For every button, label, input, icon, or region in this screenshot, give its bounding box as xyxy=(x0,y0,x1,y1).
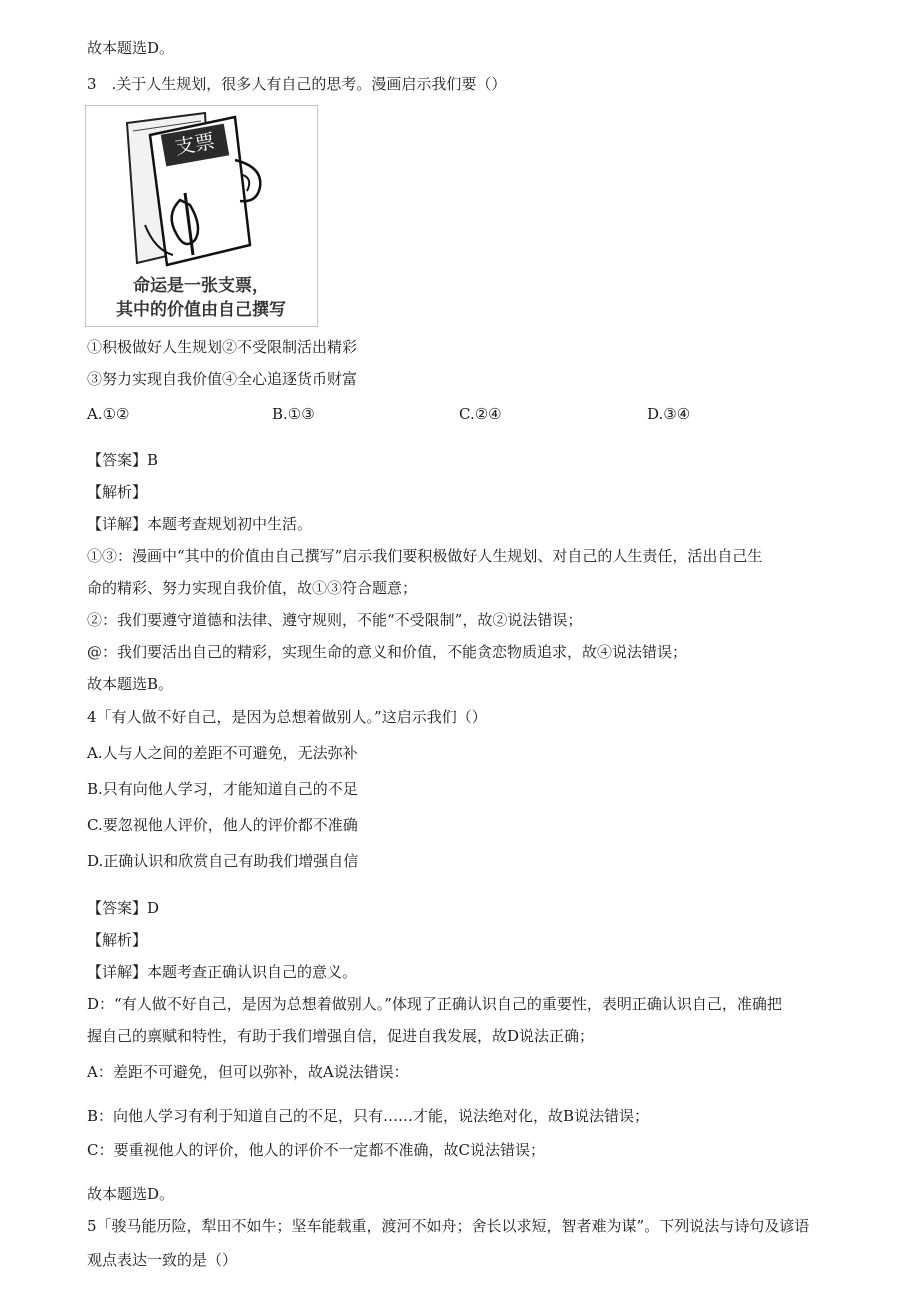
explanation-3-line: 命的精彩、努力实现自我价值，故①③符合题意； xyxy=(87,579,418,597)
question-4-option-c: C.要忽视他人评价，他人的评价都不准确 xyxy=(87,816,358,834)
question-4-option-a: A.人与人之间的差距不可避免，无法弥补 xyxy=(87,744,358,762)
question-3-items-b: ③努力实现自我价值④全心追逐货币财富 xyxy=(87,370,358,388)
cartoon-image xyxy=(85,105,318,327)
question-3-option-b: B.①③ xyxy=(272,405,315,423)
explanation-3-conclusion: 故本题选B。 xyxy=(87,675,174,693)
answer-3: 【答案】B xyxy=(87,451,159,469)
question-4-option-d: D.正确认识和欣赏自己有助我们增强自信 xyxy=(87,852,359,870)
explanation-3-line: ②：我们要遵守道德和法律、遵守规则，不能“不受限制”，故②说法错误； xyxy=(87,611,583,629)
question-3-stem: 3 .关于人生规划，很多人有自己的思考。漫画启示我们要（） xyxy=(87,75,507,93)
analysis-4-heading: 【解析】 xyxy=(87,931,148,949)
cartoon-caption-1: 命运是一张支票， xyxy=(133,276,269,296)
explanation-4-line: B：向他人学习有利于知道自己的不足，只有……才能，说法绝对化，故B说法错误； xyxy=(87,1107,650,1125)
explanation-3-line: ①③：漫画中“其中的价值由自己撰写”启示我们要积极做好人生规划、对自己的人生责任，活出自己生 xyxy=(87,547,763,565)
question-3-option-a: A.①② xyxy=(87,405,130,423)
detail-4-heading: 【详解】本题考查正确认识自己的意义。 xyxy=(87,963,358,981)
detail-3-heading: 【详解】本题考查规划初中生活。 xyxy=(87,515,313,533)
question-3-option-c: C.②④ xyxy=(459,405,502,423)
explanation-4-line: C：要重视他人的评价，他人的评价不一定都不准确，故C说法错误； xyxy=(87,1141,545,1159)
question-5-stem: 观点表达一致的是（） xyxy=(87,1251,238,1269)
text-line: 故本题选D。 xyxy=(87,39,175,57)
explanation-4-line: A：差距不可避免，但可以弥补，故A说法错误： xyxy=(87,1063,409,1081)
question-4-stem: 4「有人做不好自己，是因为总想着做别人。”这启示我们（） xyxy=(87,708,487,726)
explanation-4-conclusion: 故本题选D。 xyxy=(87,1185,175,1203)
cartoon-caption-2: 其中的价值由自己撰写 xyxy=(116,300,286,320)
analysis-3-heading: 【解析】 xyxy=(87,483,148,501)
cheque-sign-text: 支票 xyxy=(173,128,217,160)
explanation-3-line: @：我们要活出自己的精彩，实现生命的意义和价值，不能贪恋物质追求，故④说法错误； xyxy=(87,643,688,661)
answer-4: 【答案】D xyxy=(87,899,160,917)
question-4-option-b: B.只有向他人学习，才能知道自己的不足 xyxy=(87,780,358,798)
question-3-option-d: D.③④ xyxy=(647,405,691,423)
explanation-4-line: D：“有人做不好自己，是因为总想着做别人。”体现了正确认识自己的重要性，表明正确认识自己，准确把 xyxy=(87,995,782,1013)
question-3-items-a: ①积极做好人生规划②不受限制活出精彩 xyxy=(87,338,358,356)
question-5-stem: 5「骏马能历险，犁田不如牛；坚车能载重，渡河不如舟；舍长以求短，智者难为谋”。下列说法与诗句及谚语 xyxy=(87,1217,810,1235)
explanation-4-line: 握自己的禀赋和特性，有助于我们增强自信，促进自我发展，故D说法正确； xyxy=(87,1027,595,1045)
